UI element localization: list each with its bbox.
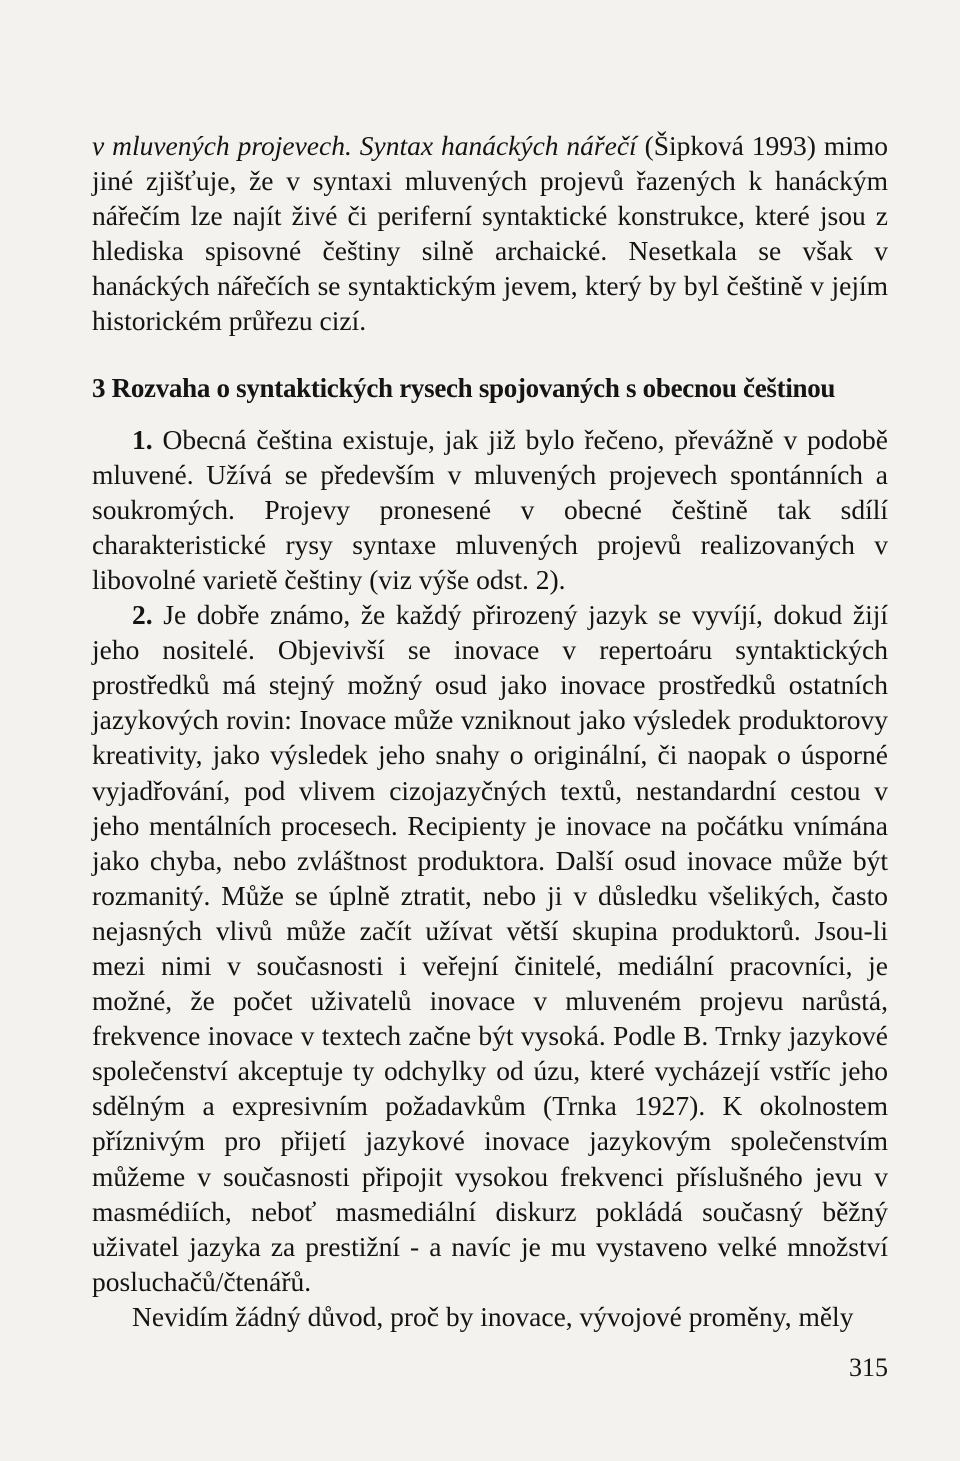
intro-paragraph <box>92 128 888 339</box>
point-1-text: Obecná čeština existuje, jak již bylo řečeno, převážně v podobě mluvené. Užívá se především v mluvených projevech spontánních a soukromých. Projevy pronesené v obecné češtině tak sdílí charakteristické rysy syntaxe mluvených projevů realizovaných v libovolné varietě češtiny (viz výše odst. 2). <box>92 423 889 595</box>
intro-italic-2: Syntax hanáckých nářečí <box>359 130 637 161</box>
closing-paragraph <box>92 1299 888 1334</box>
point-1-paragraph <box>92 422 888 597</box>
point-2-text: Je dobře známo, že každý přirozený jazyk se vyvíjí, dokud žijí jeho nositelé. Objevivší se inovace v repertoáru syntaktických prostředků má stejný možný osud jako inovace prostředků ostatních jazykových rovin: Inovace může vzniknout jako výsledek produktorovy kreativity, jako výsledek jeho snahy o originální, či naopak o úsporné vyjadřování, pod vlivem cizojazyčných textů, nestandardní cestou v jeho mentálních procesech. Recipienty je inovace na počátku vnímána jako chyba, nebo zvláštnost produktora. Další osud inovace může být rozmanitý. Může se úplně ztratit, nebo ji v důsledku všelikých, často nejasných vlivů může začít užívat větší skupina produktorů. Jsou-li mezi nimi v současnosti i veřejní činitelé, mediální pracovníci, je možné, že počet uživatelů inovace v mluveném projevu narůstá, frekvence inovace v textech začne být vysoká. Podle B. Trnky jazykové společenství akceptuje ty odchylky od úzu, které vycházejí vstříc jeho sdělným a expresivním požadavkům (Trnka 1927). K okolnostem příznivým pro přijetí jazykové inovace jazykovým společenstvím můžeme v současnosti připojit vysokou frekvenci příslušného jevu v masmédiích, neboť masmediální diskurz pokládá současný běžný uživatel jazyka za prestižní - a navíc je mu vystaveno velké množství posluchačů/čtenářů. <box>92 599 888 1297</box>
page-body <box>92 128 888 1334</box>
closing-text: Nevidím žádný důvod, proč by inovace, vývojové proměny, měly <box>132 1300 854 1332</box>
section-heading: 3 Rozvaha o syntaktických rysech spojovaných s obecnou češtinou <box>92 372 836 403</box>
point-2-paragraph <box>92 597 888 1299</box>
intro-italic-1: v mluvených projevech. <box>92 130 352 161</box>
intro-text: (Šipková 1993) mimo jiné zjišťuje, že v syntaxi mluvených projevů řazených k hanáckým nářečím lze najít živé či periferní syntaktické konstrukce, které jsou z hlediska spisovné češtiny silně archaické. Nesetkala se však v hanáckých nářečích se syntaktickým jevem, který by byl češtině v jejím historickém průřezu cizí. <box>92 130 888 337</box>
page-number: 315 <box>849 1353 888 1382</box>
point-1-number: 1. <box>132 423 153 455</box>
point-2-number: 2. <box>132 599 153 631</box>
